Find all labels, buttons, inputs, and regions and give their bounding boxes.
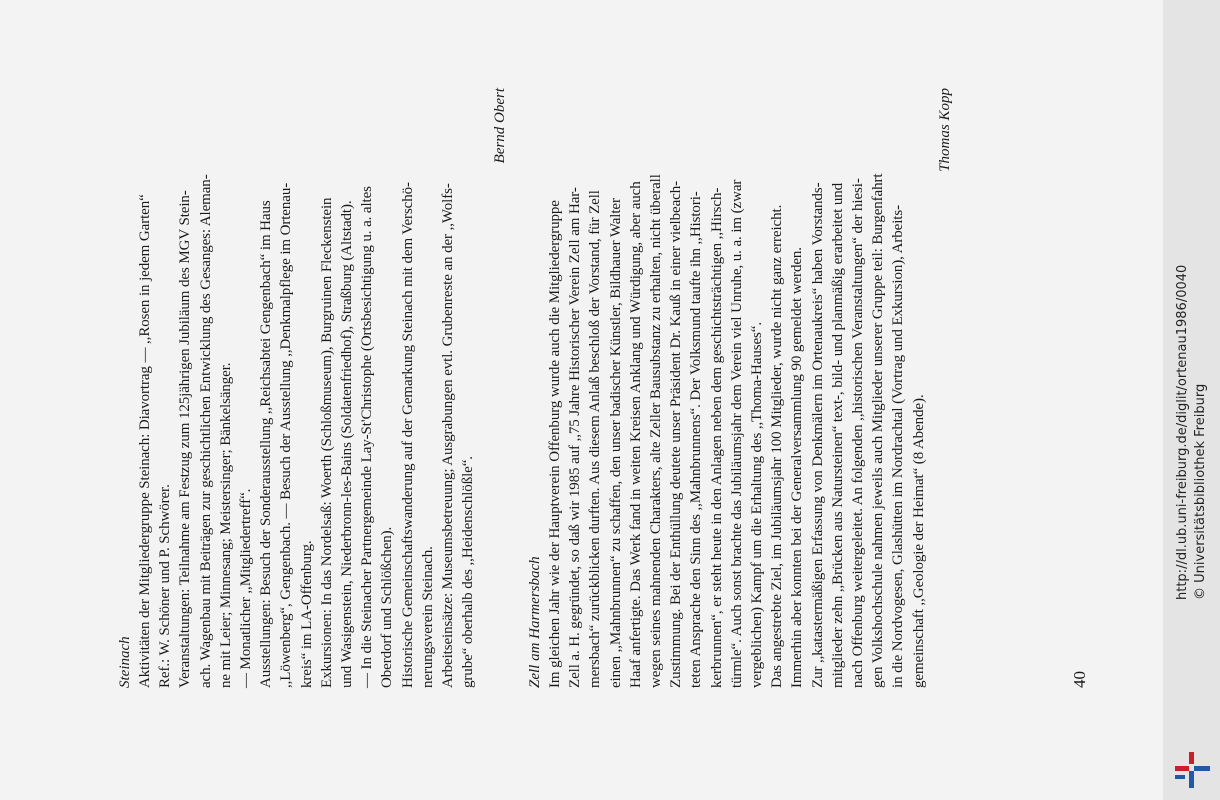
text-line: Historische Gemeinschaftswanderung auf der Gemarkung Steinach mit dem Verschö- [399, 182, 416, 688]
text-line: gemeinschaft ,,Geologie der Heimat“ (8 Abende). [910, 394, 927, 688]
text-line: Veranstaltungen: Teilnahme am Festzug zum 125jährigen Jubiläum des MGV Stein- [177, 190, 194, 688]
text-line: Immerhin aber konnten bei der Generalversammlung 90 gemeldet werden. [789, 247, 806, 688]
text-line: grube“ oberhalb des ,,Heidenschlößle“. [460, 456, 477, 688]
text-line: wegen seines mahnenden Charakters, alte Zeller Bausubstanz zu erhalten, nicht überall [648, 174, 665, 688]
text-line: — Monatlicher ,,Mitgliedertreff“. [238, 488, 255, 688]
section-heading: Steinach [117, 636, 133, 688]
section-heading: Zell am Harmersbach [527, 556, 543, 688]
copyright-notice: © Universitätsbibliothek Freiburg [1193, 383, 1208, 600]
section-body [135, 88, 478, 688]
text-line: einen ,,Mahnbrunnen“ zu schaffen, den unser badischer Künstler, Bildhauer Walter [607, 198, 624, 688]
text-line: Zell a. H. gegründet, so daß wir 1985 auf ,,75 Jahre Historischer Verein Zell am Har- [567, 187, 584, 688]
section-body [545, 88, 929, 688]
library-logo-icon [1172, 750, 1212, 790]
text-line: Arbeitseinsätze: Museumsbetreuung; Ausgrabungen evtl. Grubenreste an der ,,Wolfs- [440, 183, 457, 688]
text-line: und Wasigenstein, Niederbronn-les-Bains (Soldatenfriedhof), Straßburg (Altstadt). [339, 200, 356, 688]
text-line: Das angestrebte Ziel, im Jubiläumsjahr 100 Mitglieder, wurde nicht ganz erreicht. [769, 204, 786, 688]
text-line: Im gleichen Jahr wie der Hauptverein Offenburg wurde auch die Mitgliedergruppe [547, 200, 563, 688]
text-line: Exkursionen: In das Nordelsaß: Woerth (Schloßmuseum), Burgruinen Fleckenstein [318, 197, 335, 688]
text-line: in die Nordvogesen, Glashütten im Nordrachtal (Vortrag und Exkursion), Arbeits- [890, 205, 907, 688]
text-line: ne mit Leier; Minnesang; Meistersinger; Bänkelsänger. [217, 362, 234, 688]
text-line: Ref.: W. Schöner und P. Schwörer. [157, 484, 174, 688]
text-line: Zustimmung. Bei der Enthüllung deutete unser Präsident Dr. Kauß in einer vielbeach- [668, 181, 685, 688]
signature: Bernd Obert [492, 88, 509, 164]
text-line: mitglieder zehn ,,Brücken aus Natursteinen“ text-, bild- und planmäßig erarbeitet und [829, 182, 846, 688]
library-sidebar [1163, 0, 1220, 800]
text-line: gen Volkshochschule nahmen jeweils auch Mitglieder unserer Gruppe teil: Burgenfahrt [870, 173, 887, 688]
page-number: 40 [1070, 671, 1089, 688]
text-line: ach. Wagenbau mit Beiträgen zur geschichtlichen Entwicklung des Gesanges: Aleman- [197, 174, 214, 688]
text-line: Aktivitäten der Mitgliedergruppe Steinach: Diavortrag — ,,Rosen in jedem Garten“ [137, 194, 153, 688]
text-line: kreis“ im LA-Offenburg. [298, 540, 315, 688]
text-line: nerungsverein Steinach. [419, 546, 436, 688]
text-line: Zur ,,katastermäßigen Erfassung von Denkmälern im Ortenaukreis“ haben Vorstands- [809, 182, 826, 688]
signature: Thomas Kopp [936, 88, 953, 172]
text-line: Ausstellungen: Besuch der Sonderausstellung ,,Reichsabtei Gengenbach“ im Haus [258, 200, 275, 688]
text-line: kerbrunnen“, er steht heute in den Anlagen neben dem geschichtsträchtigen ,,Hirsch- [708, 187, 725, 688]
sidebar-rotated-frame [1163, 0, 1220, 800]
source-url-link[interactable]: http://dl.ub.uni-freiburg.de/diglit/ortenau1986/0040 [1175, 264, 1190, 600]
section-steinach [115, 88, 510, 688]
text-line: teten Ansprache den Sinn des ,,Mahnbrunnens“. Der Volksmund taufte ihn ,,Histori- [688, 191, 705, 688]
text-line: türmle“. Auch sonst brachte das Jubiläumsjahr dem Verein viel Unruhe, u. a. im (zwar [728, 179, 745, 688]
text-line: vergeblichen) Kampf um die Erhaltung des ,,Thoma-Hauses“. [749, 322, 766, 688]
text-line: ,,Löwenberg“, Gengenbach. — Besuch der Ausstellung ,,Denkmalpflege im Ortenau- [278, 182, 295, 688]
text-line: Haaf anfertigte. Das Werk fand in weiten Kreisen Anklang und Würdigung, aber auch [627, 181, 644, 688]
section-zell [525, 88, 955, 688]
text-line: Oberdorf und Schlößchen). [379, 526, 396, 688]
text-line: mersbach“ zurückblicken durften. Aus diesem Anlaß beschloß der Vorstand, für Zell [587, 190, 604, 688]
text-line: — In die Steinacher Partnergemeinde Lay-St'Christophe (Ortsbesichtigung u. a. altes [359, 186, 376, 688]
text-line: nach Offenburg weitergeleitet. An folgenden ,,historischen Veranstaltungen“ der hiesi- [850, 178, 867, 688]
